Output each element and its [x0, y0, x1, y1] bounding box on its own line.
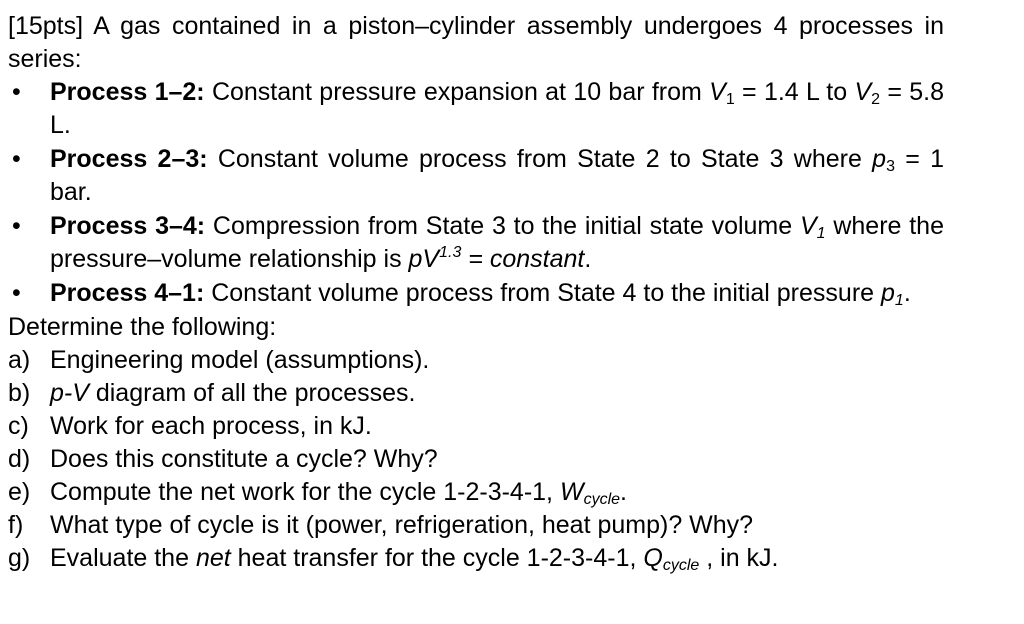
process-item-2-3: [8, 143, 944, 209]
net-emphasis: net: [195, 544, 231, 572]
question-label: e): [8, 478, 31, 506]
question-text: Does this constitute a cycle? Why?: [50, 445, 438, 473]
process-title: Process 4–1:: [50, 279, 205, 307]
subscript: 3: [886, 158, 895, 175]
question-text: Work for each process, in kJ.: [50, 412, 372, 440]
question-label: c): [8, 412, 29, 440]
question-text: .: [620, 478, 627, 506]
subscript: cycle: [583, 491, 621, 508]
question-text: heat transfer for the cycle 1-2-3-4-1,: [230, 544, 644, 572]
question-g: [8, 542, 944, 575]
question-text: Engineering model (assumptions).: [50, 346, 430, 374]
question-label: d): [8, 445, 31, 473]
process-title: Process 3–4:: [50, 212, 206, 240]
question-text: , in kJ.: [699, 544, 779, 572]
heat-symbol: Q: [643, 544, 663, 572]
problem-intro: [15pts] A gas contained in a piston–cylinder assembly undergoes 4 processes in series:: [8, 12, 944, 73]
question-text: Evaluate the: [50, 544, 196, 572]
volume-symbol: V: [799, 212, 817, 240]
determine-heading: Determine the following:: [8, 313, 277, 341]
pressure-symbol: p: [881, 279, 895, 307]
process-text: Compression from State 3 to the initial state volume: [205, 212, 800, 240]
process-text: .: [584, 245, 592, 273]
subscript: 2: [871, 91, 881, 108]
process-title: Process 2–3:: [50, 145, 208, 173]
process-text: = 1 bar.: [50, 145, 944, 206]
pv-symbol: p-V: [50, 379, 89, 407]
process-text: Constant volume process from State 2 to State 3 where: [207, 145, 873, 173]
process-title: Process 1–2:: [50, 78, 205, 106]
subscript: 1: [725, 91, 735, 108]
subscript: 1: [894, 292, 904, 309]
pv-symbol: pV: [408, 245, 440, 273]
question-label: f): [8, 511, 24, 539]
question-label: b): [8, 379, 31, 407]
question-a: [8, 344, 944, 377]
process-list: [8, 76, 944, 310]
process-text: .: [903, 279, 911, 307]
process-text: = 1.4 L to: [734, 78, 855, 106]
question-label: g): [8, 544, 31, 572]
question-text: diagram of all the processes.: [88, 379, 416, 407]
process-text: Constant volume process from State 4 to the initial pressure: [204, 279, 881, 307]
process-item-4-1: [8, 277, 944, 310]
question-f: [8, 509, 944, 542]
question-b: [8, 377, 944, 410]
subscript: 1: [816, 225, 826, 242]
pressure-symbol: p: [872, 145, 887, 173]
work-symbol: W: [559, 478, 584, 506]
question-e: [8, 476, 944, 509]
volume-symbol: V: [854, 78, 872, 106]
question-list: [8, 344, 944, 575]
question-text: What type of cycle is it (power, refrigeration, heat pump)? Why?: [50, 511, 754, 539]
constant-text: = constant: [461, 245, 585, 273]
volume-symbol: V: [709, 78, 726, 106]
question-text: Compute the net work for the cycle 1-2-3-4-1,: [50, 478, 560, 506]
question-c: [8, 410, 944, 443]
process-text: where the pressure–volume relationship is: [50, 212, 944, 273]
process-text: = 5.8 L.: [50, 78, 944, 139]
superscript: 1.3: [439, 244, 462, 261]
process-text: Constant pressure expansion at 10 bar from: [204, 78, 710, 106]
process-item-1-2: [8, 76, 944, 142]
question-label: a): [8, 346, 31, 374]
process-item-3-4: [8, 210, 944, 276]
subscript: cycle: [662, 557, 700, 574]
question-d: [8, 443, 944, 476]
